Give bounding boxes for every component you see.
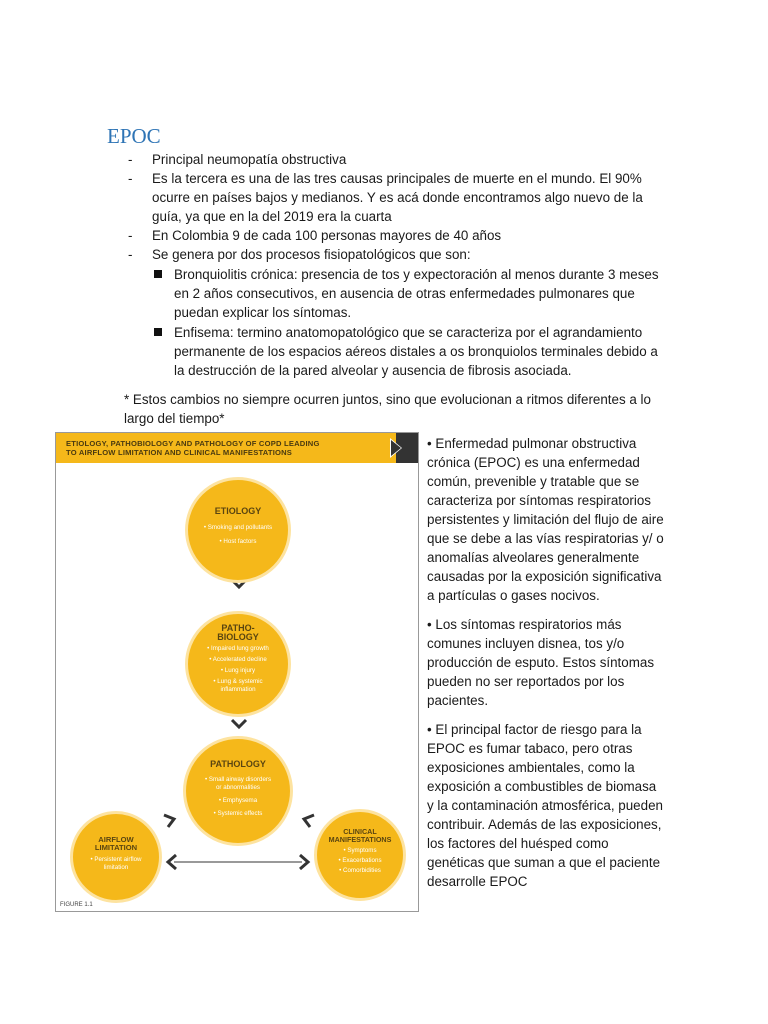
note-text: * Estos cambios no siempre ocurren juntos, sino que evolucionan a ritmos diferentes a lo largo del tiempo* (124, 392, 651, 426)
sub-list-item (154, 265, 668, 322)
dash-marker: - (128, 228, 133, 243)
dash-marker: - (128, 247, 133, 262)
sub-list-item-text: Bronquiolitis crónica: presencia de tos y expectoración al menos durante 3 meses en 2 años consecutivos, en ausencia de otras enfermedades pulmonares que puedan explicar los síntomas. (174, 267, 659, 320)
pathology-circle: PATHOLOGY • Small airway disorders or abnormalities • Emphysema • Systemic effects (183, 736, 293, 846)
square-bullet-icon (154, 265, 174, 322)
left-down-arrow-icon (164, 815, 174, 827)
dash-marker: - (128, 171, 133, 186)
airflow-limitation-circle: AIRFLOW LIMITATION • Persistent airflow limitation (70, 811, 162, 903)
clinical-manifestations-circle: CLINICAL MANIFESTATIONS • Symptoms • Exacerbations • Comorbidities (314, 809, 406, 901)
list-item (128, 169, 668, 226)
paragraph: • Enfermedad pulmonar obstructiva crónica (EPOC) es una enfermedad común, prevenible y tratable que se caracteriza por síntomas respiratorios persistentes y limitación del flujo de aire que se debe a las vías respiratorias y/ o anomalías alveolares generalmente causadas por la exposición significativa a partículas o gases nocivos. (427, 436, 664, 603)
sub-list-item (154, 323, 668, 380)
sub-list-item-text: Enfisema: termino anatomopatológico que se caracteriza por el agrandamiento permanente de los espacios aéreos distales a os bronquiolos terminales debido a la destrucción de la pared alveolar y ausencia de fibrosis asociada. (174, 325, 658, 378)
down-arrow-icon (232, 720, 246, 727)
right-down-arrow-icon (304, 815, 314, 827)
list-item-text: Se genera por dos procesos fisiopatológicos que son: (152, 247, 471, 262)
etiology-circle: ETIOLOGY • Smoking and pollutants • Host factors (185, 477, 291, 583)
list-item (128, 150, 668, 169)
sub-list (154, 265, 668, 380)
list-item-text: Principal neumopatía obstructiva (152, 152, 347, 167)
figure-banner-title: ETIOLOGY, PATHOBIOLOGY AND PATHOLOGY OF COPD LEADING TO AIRFLOW LIMITATION AND CLINICAL MANIFESTATIONS (66, 439, 320, 457)
page-title: EPOC (107, 124, 161, 148)
bullet-list (124, 150, 668, 428)
square-bullet-icon (154, 323, 174, 380)
right-column (427, 434, 665, 901)
dash-marker: - (128, 152, 133, 167)
copd-figure (55, 432, 419, 912)
list-item-text: En Colombia 9 de cada 100 personas mayores de 40 años (152, 228, 502, 243)
pathobiology-circle: PATHO- BIOLOGY • Impaired lung growth • Accelerated decline • Lung injury • Lung & systemic inflammation (185, 611, 291, 717)
paragraph: • El principal factor de riesgo para la EPOC es fumar tabaco, pero otras exposiciones ambientales, como la exposición a combustibles de biomasa y la contaminación atmosférica, pueden contribuir. Además de las exposiciones, los factores del huésped como genéticas que suman a que el paciente desarrolle EPOC (427, 722, 663, 889)
figure-caption: FIGURE 1.1 (60, 902, 93, 908)
list-item-text: Es la tercera es una de las tres causas principales de muerte en el mundo. El 90% ocurre en países bajos y medianos. Y es acá donde encontramos algo nuevo de la guía, ya que en la del 2019 era la cuarta (152, 171, 643, 224)
list-item (128, 245, 668, 264)
list-item (128, 226, 668, 245)
paragraph: • Los síntomas respiratorios más comunes incluyen disnea, tos y/o producción de esputo. Estos síntomas pueden no ser reportados por los pacientes. (427, 617, 655, 708)
